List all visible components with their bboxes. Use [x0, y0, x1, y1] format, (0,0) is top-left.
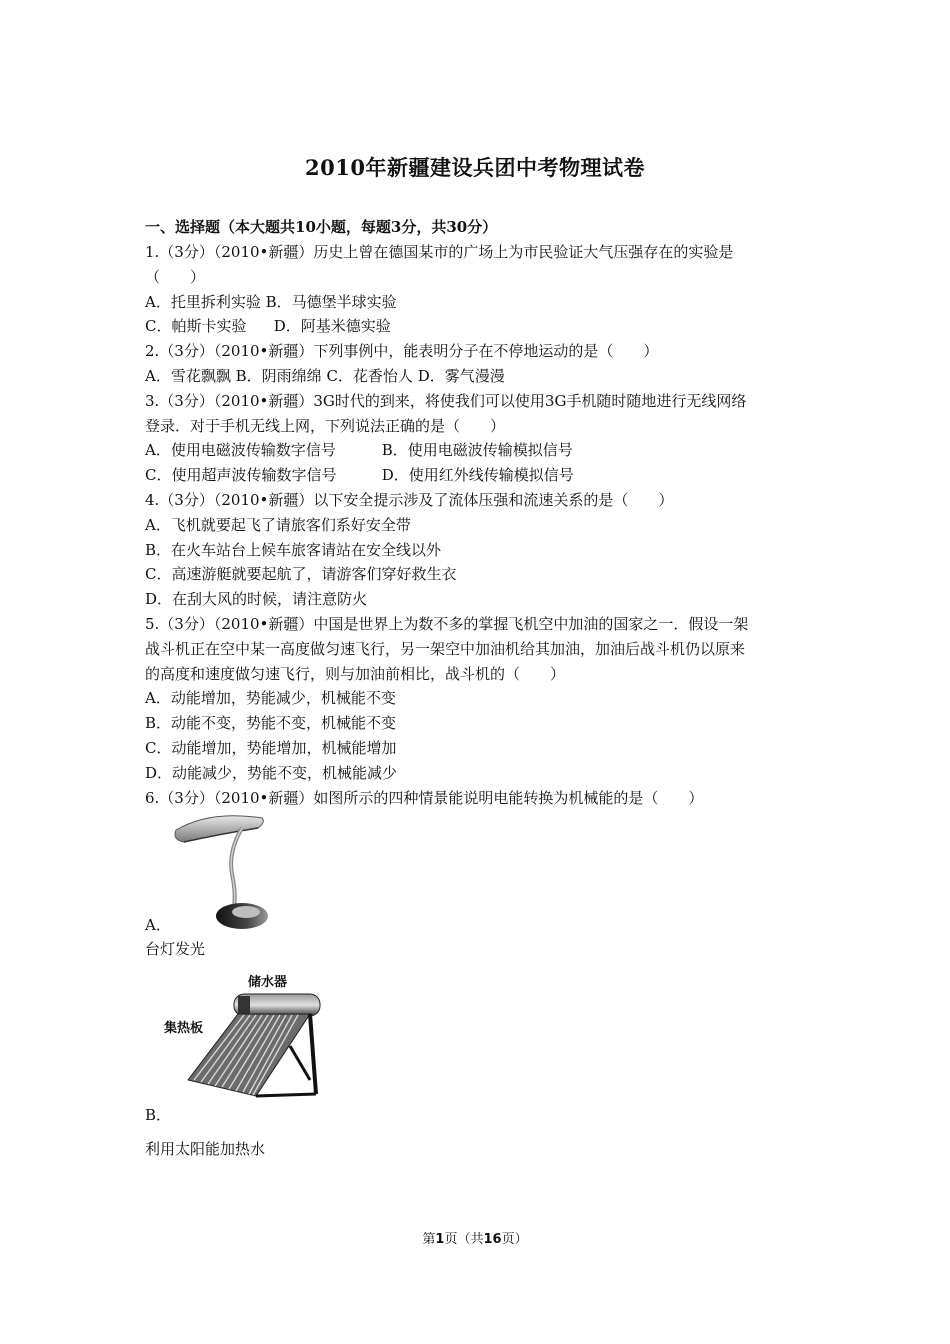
- q3-option-d: D．使用红外线传输模拟信号: [381, 466, 574, 485]
- q5-option-b: B．动能不变，势能不变，机械能不变: [145, 714, 397, 733]
- q5-option-a: A．动能增加，势能减少，机械能不变: [145, 689, 396, 708]
- q5-option-c: C．动能增加，势能增加，机械能增加: [145, 738, 397, 757]
- q2-options-row: [145, 364, 815, 389]
- q5-option-d: D．动能减少，势能不变，机械能减少: [145, 763, 398, 782]
- question-list: [145, 240, 815, 810]
- page-footer: [0, 1228, 950, 1247]
- q3-stem-line1: 3.（3分）（2010•新疆）3G时代的到来，将使我们可以使用3G手机随时随地进行无线网络: [145, 391, 747, 410]
- q1-option-c: C．帕斯卡实验: [145, 317, 247, 336]
- q6-option-b-label: B．: [145, 1106, 172, 1124]
- q2-option-c: C．花香怡人: [326, 366, 413, 385]
- solar-water-heater-image: [160, 968, 330, 1103]
- q6-stem: 6.（3分）（2010•新疆）如图所示的四种情景能说明电能转换为机械能的是（ ）: [145, 788, 704, 807]
- footer-suffix: 页）: [501, 1232, 528, 1247]
- q6-option-a-label: A．: [145, 916, 171, 934]
- q1-option-a: A．托里拆利实验: [145, 292, 261, 311]
- q4-option-d: D．在刮大风的时候，请注意防火: [145, 590, 368, 609]
- q3-option-a: A．使用电磁波传输数字信号: [145, 441, 336, 460]
- q6-option-b-caption: 利用太阳能加热水: [145, 1140, 266, 1158]
- footer-mid: 页（共: [444, 1232, 484, 1247]
- footer-prefix: 第: [422, 1232, 436, 1247]
- q4-stem: 4.（3分）（2010•新疆）以下安全提示涉及了流体压强和流速关系的是（ ）: [145, 490, 674, 509]
- footer-page-number: 1: [435, 1232, 445, 1247]
- desk-lamp-image: [170, 812, 270, 930]
- q3-stem-line2: 登录．对于手机无线上网，下列说法正确的是（ ）: [145, 416, 506, 435]
- q1-options-row1: [145, 290, 815, 315]
- section-heading: 一、选择题（本大题共10小题，每题3分，共30分）: [145, 218, 498, 236]
- q3-option-b: B．使用电磁波传输模拟信号: [381, 441, 573, 460]
- panel-label: 集热板: [164, 1021, 204, 1036]
- tank-label: 储水器: [248, 975, 288, 990]
- q3-options-row2: [145, 463, 815, 488]
- q1-stem-line2: （ ）: [145, 267, 206, 286]
- q1-option-b: B．马德堡半球实验: [265, 292, 397, 311]
- q2-option-a: A．雪花飘飘: [145, 366, 231, 385]
- footer-total-pages: 16: [483, 1232, 502, 1247]
- q1-option-d: D．阿基米德实验: [273, 317, 391, 336]
- q5-stem-line1: 5.（3分）（2010•新疆）中国是世界上为数不多的掌握飞机空中加油的国家之一．假设一架: [145, 614, 749, 633]
- q3-options-row1: [145, 438, 815, 463]
- q5-stem-line3: 的高度和速度做匀速飞行，则与加油前相比，战斗机的（ ）: [145, 664, 566, 683]
- q2-option-b: B．阴雨绵绵: [235, 366, 322, 385]
- q4-option-a: A．飞机就要起飞了请旅客们系好安全带: [145, 515, 411, 534]
- q5-stem-line2: 战斗机正在空中某一高度做匀速飞行，另一架空中加油机给其加油，加油后战斗机仍以原来: [145, 639, 746, 658]
- q2-option-d: D．雾气漫漫: [417, 366, 505, 385]
- q2-stem: 2.（3分）（2010•新疆）下列事例中，能表明分子在不停地运动的是（ ）: [145, 342, 659, 361]
- q3-option-c: C．使用超声波传输数字信号: [145, 466, 337, 485]
- q1-stem-line1: 1.（3分）（2010•新疆）历史上曾在德国某市的广场上为市民验证大气压强存在的实验是: [145, 243, 734, 261]
- q4-option-c: C．高速游艇就要起航了，请游客们穿好救生衣: [145, 565, 457, 584]
- q4-option-b: B．在火车站台上候车旅客请站在安全线以外: [145, 540, 442, 559]
- q6-option-a-caption: 台灯发光: [145, 940, 206, 958]
- q1-options-row2: [145, 314, 815, 339]
- page-title: 2010年新疆建设兵团中考物理试卷: [305, 155, 645, 180]
